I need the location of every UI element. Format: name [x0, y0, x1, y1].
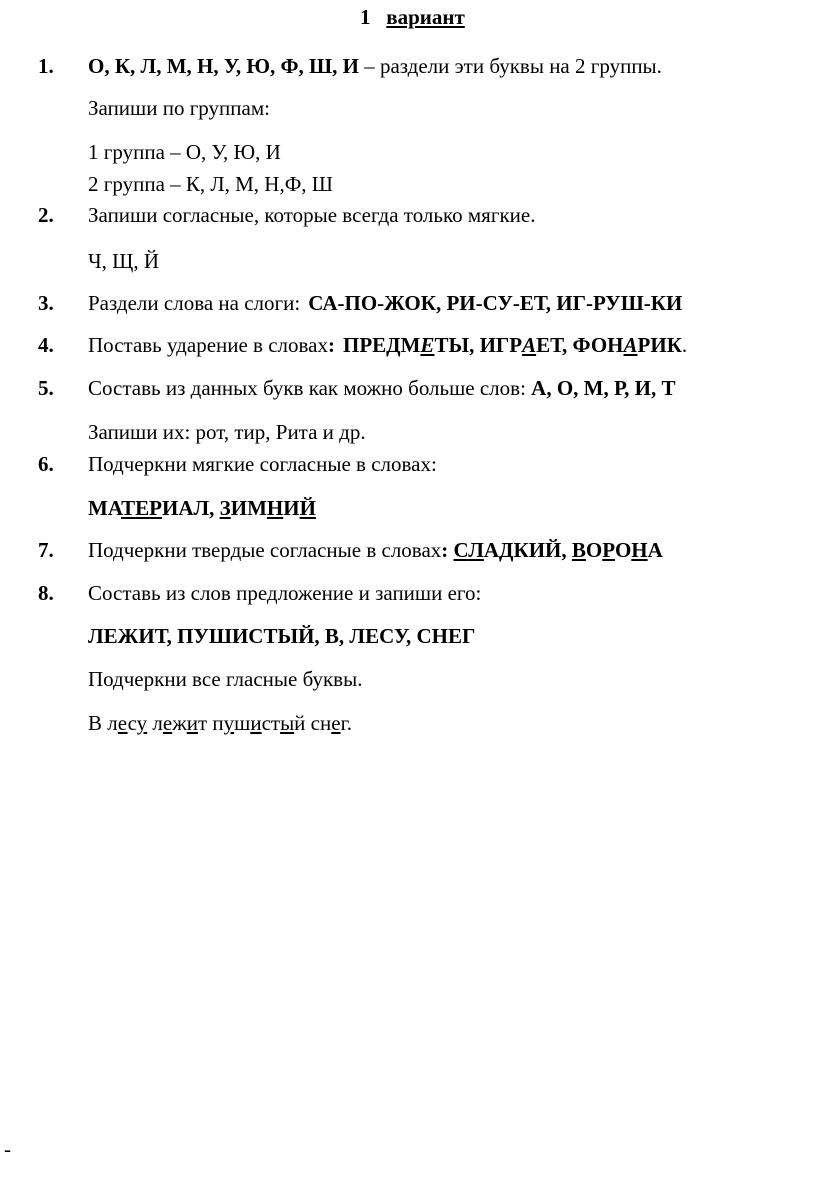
task-6-text: Подчеркни мягкие согласные в словах: [88, 452, 437, 476]
task-8-sub: Подчеркни все гласные буквы. [88, 667, 363, 691]
task-7-words: СЛАДКИЙ, ВОРОНА [453, 538, 663, 562]
task-3-words: СА-ПО-ЖОК, РИ-СУ-ЕТ, ИГ-РУШ-КИ [308, 291, 683, 315]
task-2-number: 2. [38, 203, 54, 227]
task-1-letters: О, К, Л, М, Н, У, Ю, Ф, Ш, И [88, 54, 359, 78]
task-2-text: Запиши согласные, которые всегда только мягкие. [88, 203, 536, 227]
task-4-text: Поставь ударение в словах [88, 333, 328, 357]
task-2-answer: Ч, Щ, Й [88, 249, 159, 273]
task-1-group-1: 1 группа – О, У, Ю, И [88, 140, 281, 164]
task-4-number: 4. [38, 333, 54, 357]
task-8-words: ЛЕЖИТ, ПУШИСТЫЙ, В, ЛЕСУ, СНЕГ [88, 624, 476, 648]
task-7-text: Подчеркни твердые согласные в словах [88, 538, 442, 562]
task-1-number: 1. [38, 54, 54, 78]
variant-number: 1 [360, 5, 371, 29]
task-list [38, 0, 808, 1179]
task-1-group-2: 2 группа – К, Л, М, Н,Ф, Ш [88, 172, 333, 196]
task-5-letters: А, О, М, Р, И, Т [531, 376, 676, 400]
task-4-dot: . [681, 333, 688, 357]
task-5-answer: Запиши их: рот, тир, Рита и др. [88, 420, 366, 444]
footer-dash: - [4, 1137, 11, 1161]
task-8-sentence: В лесу лежит пушистый снег. [88, 711, 353, 735]
task-8-text: Составь из слов предложение и запиши его: [88, 581, 482, 605]
task-5-number: 5. [38, 376, 54, 400]
stress-mark: А [522, 333, 537, 357]
task-4-words: ПРЕДМЕТЫ, ИГРАЕТ, ФОНАРИК [342, 333, 682, 357]
task-6-number: 6. [38, 452, 54, 476]
task-7-number: 7. [38, 538, 54, 562]
task-8-number: 8. [38, 581, 54, 605]
task-1-sub: Запиши по группам: [88, 96, 270, 120]
task-6-words: МАТЕРИАЛ, ЗИМНИЙ [88, 496, 316, 520]
task-1-text: – раздели эти буквы на 2 группы. [358, 54, 662, 78]
task-4-colon: : [327, 333, 335, 357]
task-5-text: Составь из данных букв как можно больше слов: [88, 376, 526, 400]
stress-mark: Е [420, 333, 435, 357]
variant-word: вариант [386, 5, 465, 29]
task-7-colon: : [441, 538, 449, 562]
task-3-text: Раздели слова на слоги: [88, 291, 301, 315]
task-3-number: 3. [38, 291, 54, 315]
stress-mark: А [623, 333, 638, 357]
